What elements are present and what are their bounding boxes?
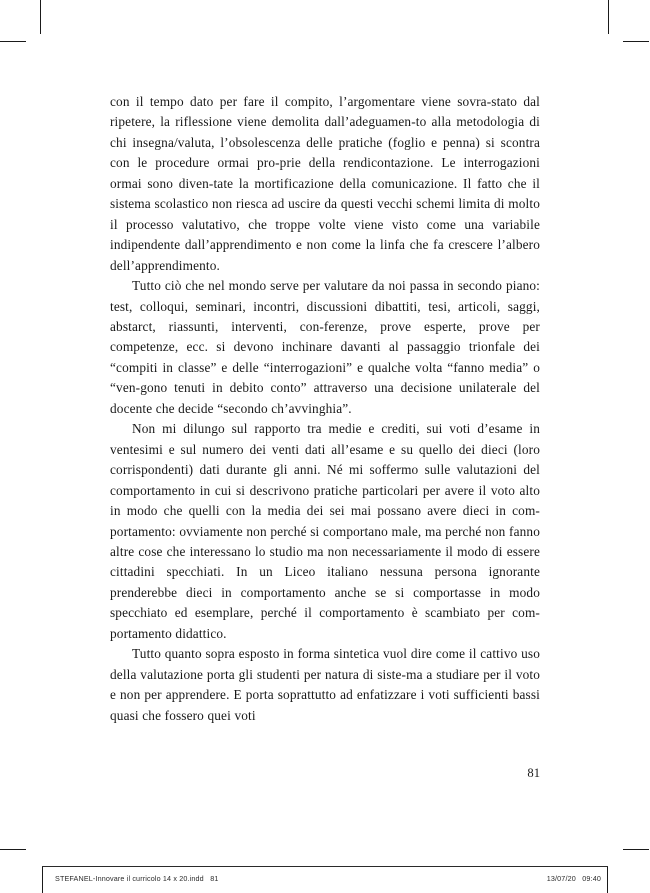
crop-mark-top-left-vertical	[40, 0, 41, 34]
body-text-block	[110, 92, 540, 726]
paragraph: con il tempo dato per fare il compito, l’argomentare viene sovra-stato dal ripetere, la riflessione viene demolita dall’adeguamen-to alla metodologia di chi insegna/valuta, l’obsolescenza delle pratiche (foglio e penna) si scontra con le procedure ormai pro-prie della rendicontazione. Le interrogazioni ormai sono diven-tate la mortificazione della comunicazione. Il fatto che il sistema scolastico non riesca ad uscire da questi vecchi schemi limita di molto il processo valutativo, che troppe volte viene visto come una variabile indipendente dall’apprendimento e non come la linfa che fa crescere l’albero dell’apprendimento.	[110, 94, 540, 273]
paragraph: Tutto quanto sopra esposto in forma sintetica vuol dire come il cattivo uso della valutazione porta gli studenti per natura di siste-ma a studiare per il voto e non per apprendere. E porta soprattutto ad enfatizzare i voti sufficienti bassi quasi che fossero quei voti	[110, 646, 540, 723]
paragraph: Tutto ciò che nel mondo serve per valutare da noi passa in secondo piano: test, colloqui, seminari, incontri, discussioni dibattiti, tesi, articoli, saggi, abstarct, riassunti, interventi, con-ferenze, prove esperte, prove per competenze, ecc. si devono inchinare davanti al passaggio trionfale dei “compiti in classe” e delle “interrogazioni” e qualche volta “fanno media” o “ven-gono tenuti in debito conto” attraverso una decisione unilaterale del docente che decide “secondo ch’avvinghia”.	[110, 278, 540, 416]
page-number: 81	[527, 766, 540, 780]
paragraph: Non mi dilungo sul rapporto tra medie e crediti, sui voti d’esame in ventesimi e sul numero dei venti dati all’esame e su quello dei dieci (loro corrispondenti) dati durante gli anni. Né mi soffermo sulle valutazioni del comportamento in cui si descrivono pratiche particolari per avere il voto alto in modo che quelli con la media dei sei mai possano avere dieci in com-portamento: ovviamente non perché si comportano male, ma perché non fanno altre cose che interessano lo studio ma non necessariamente il modo di essere cittadini specchiati. In un Liceo italiano nessuna persona ignorante prenderebbe dieci in comportamento anche se si comportasse in modo specchiato ed esemplare, perché il comportamento è scambiato per com-portamento didattico.	[110, 421, 540, 641]
footer-divider	[42, 866, 608, 867]
crop-mark-bottom-right-horizontal	[623, 849, 649, 850]
crop-mark-bottom-left-horizontal	[0, 849, 26, 850]
crop-mark-top-left-horizontal	[0, 41, 26, 42]
footer-slug	[42, 871, 608, 891]
footer-filename: STEFANEL-Innovare il curricolo 14 x 20.indd 81	[55, 874, 219, 883]
crop-mark-top-right-horizontal	[623, 41, 649, 42]
footer-timestamp: 13/07/20 09:40	[546, 874, 601, 883]
crop-mark-top-right-vertical	[608, 0, 609, 34]
